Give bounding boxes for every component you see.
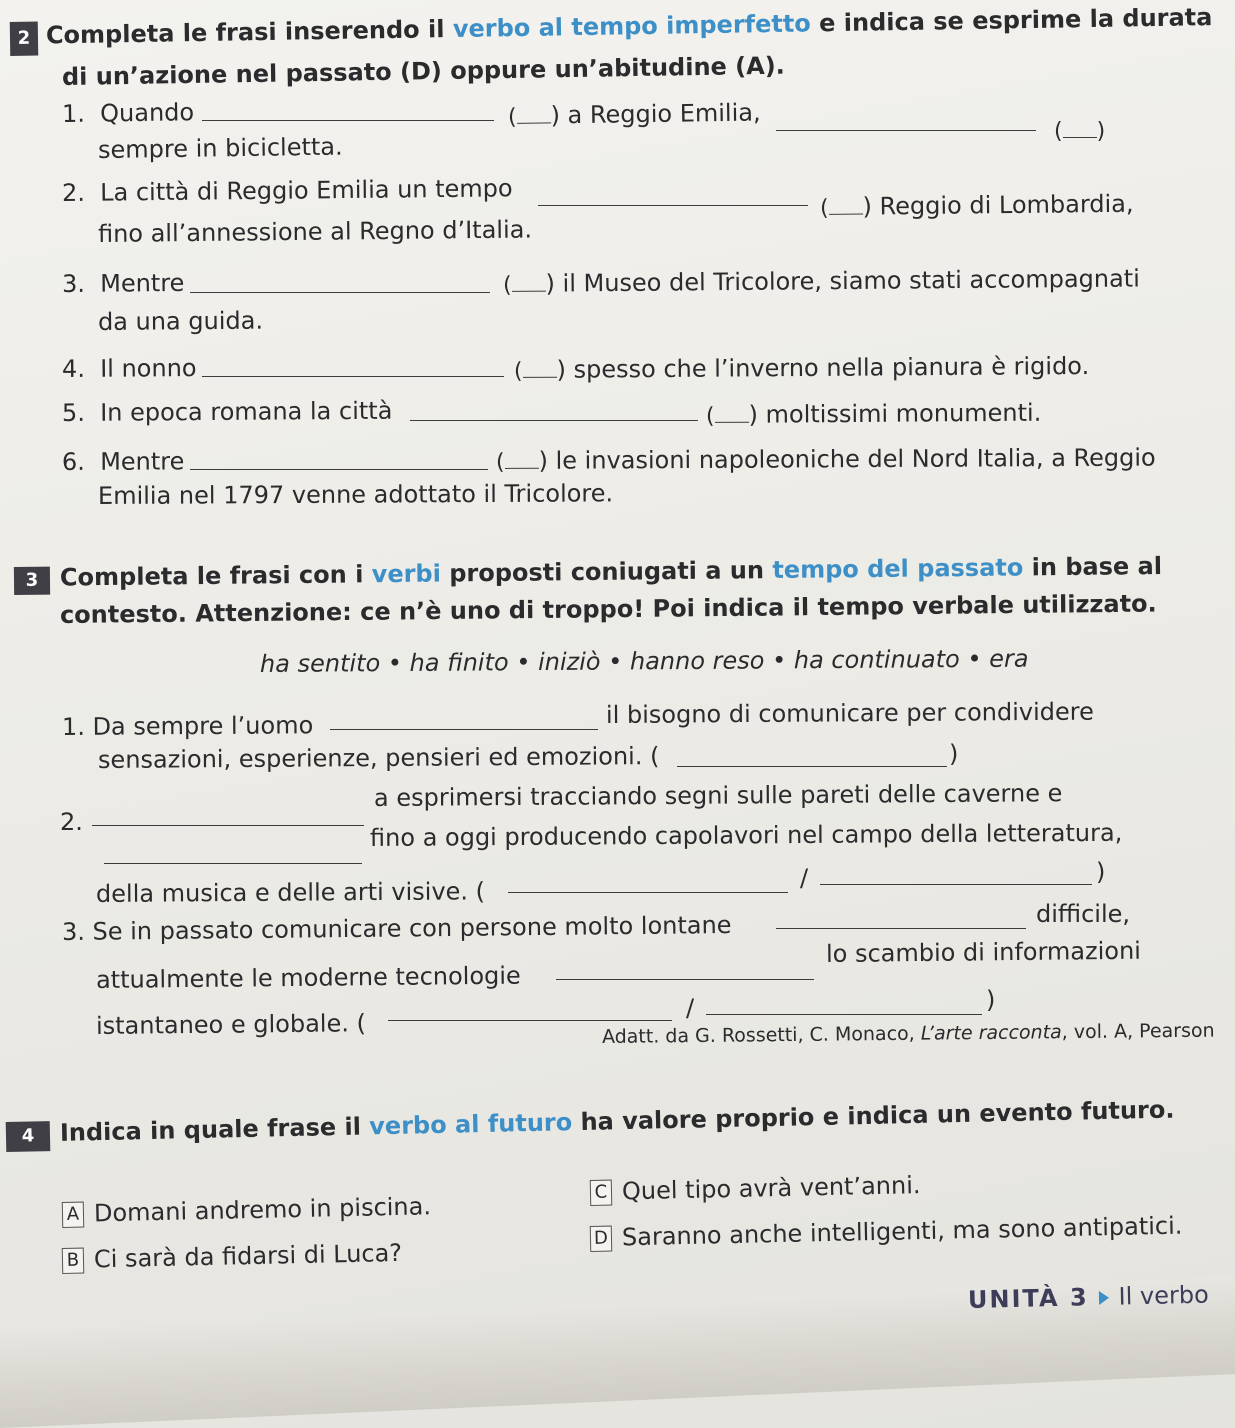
ex3-s2-slash: /: [800, 864, 809, 892]
choice-d-box[interactable]: D: [590, 1226, 613, 1252]
ex4-title: 4 Indica in quale frase il verbo al futuro ha valore proprio e indica un evento futuro.: [6, 1098, 1175, 1152]
ex2-title-line2: di un’azione nel passato (D) oppure un’abitudine (A).: [61, 51, 786, 91]
ex2-item-5-type-blank[interactable]: [715, 408, 749, 423]
ex2-item-1-cont: sempre in bicicletta.: [97, 132, 343, 164]
ex4-choice-c[interactable]: C Quel tipo avrà vent’anni.: [590, 1173, 921, 1206]
ex2-item-2-cont: fino all’annessione al Regno d’Italia.: [97, 215, 533, 248]
ex2-item-6: 6. Mentre: [61, 447, 185, 476]
ex2-item-2: 2. La città di Reggio Emilia un tempo: [61, 174, 513, 207]
ex2-item-6-blank[interactable]: [190, 469, 488, 470]
ex3-s2-number: 2.: [60, 808, 83, 836]
ex3-s3-a: 3. Se in passato comunicare con persone molto lontane: [61, 910, 732, 946]
ex3-source: Adatt. da G. Rossetti, C. Monaco, L’arte racconta, vol. A, Pearson: [601, 1019, 1215, 1048]
ex2-number-badge: 2: [10, 22, 39, 56]
ex3-s2-a: a esprimersi tracciando segni sulle pareti delle caverne e: [373, 779, 1063, 812]
ex3-number-badge: 3: [14, 567, 50, 595]
page-footer: [968, 1281, 1209, 1314]
triangle-icon: [1098, 1291, 1108, 1305]
ex2-item-3-cont: da una guida.: [97, 306, 264, 336]
ex3-s2-tense-blank-1[interactable]: [508, 892, 788, 893]
ex3-s3-slash: /: [686, 994, 695, 1022]
ex3-s3-d: lo scambio di informazioni: [825, 936, 1142, 968]
choice-b-box[interactable]: B: [62, 1248, 85, 1274]
ex3-title-line2: contesto. Attenzione: ce n’è uno di troppo! Poi indica il tempo verbale utilizzato.: [59, 589, 1157, 629]
ex4-choice-b[interactable]: B Ci sarà da fidarsi di Luca?: [62, 1241, 403, 1274]
ex3-s3-tense-blank-1[interactable]: [388, 1020, 672, 1021]
ex2-item-4-type-blank[interactable]: [523, 363, 557, 378]
choice-a-box[interactable]: A: [62, 1202, 85, 1228]
ex2-item-5-mid: ( ) moltissimi monumenti.: [705, 398, 1042, 429]
ex2-item-3: 3. Mentre: [61, 268, 185, 298]
ex2-item-4: 4. Il nonno: [61, 354, 197, 383]
ex4-choice-a[interactable]: A Domani andremo in piscina.: [62, 1194, 431, 1228]
ex3-title: 3 Completa le frasi con i verbi proposti coniugati a un tempo del passato in base al: [14, 554, 1162, 595]
ex3-s3-blank-2[interactable]: [556, 979, 814, 980]
ex2-item-6-cont: Emilia nel 1797 venne adottato il Tricolore.: [97, 479, 614, 510]
ex3-verb-options: ha sentito • ha finito • iniziò • hanno reso • ha continuato • era: [259, 644, 1029, 678]
ex4-choice-d[interactable]: D Saranno anche intelligenti, ma sono antipatici.: [590, 1214, 1183, 1252]
ex3-s3-close: ): [986, 986, 996, 1014]
ex2-item-3-type-blank[interactable]: [512, 277, 546, 292]
ex2-item-1: 1. Quando: [61, 98, 195, 128]
ex2-item-4-mid: ( ) spesso che l’inverno nella pianura è rigido.: [513, 351, 1090, 384]
choice-c-box[interactable]: C: [590, 1180, 613, 1206]
ex2-item-1-mid: ( ) a Reggio Emilia,: [507, 98, 761, 130]
ex2-item-3-blank[interactable]: [190, 292, 490, 293]
ex3-s1-tense-blank[interactable]: [677, 766, 947, 767]
ex2-title: 2 Completa le frasi inserendo il verbo al tempo imperfetto e indica se esprime la durata: [10, 3, 1213, 56]
ex3-s2-b: fino a oggi producendo capolavori nel campo della letteratura,: [369, 818, 1123, 852]
ex3-s3-b: difficile,: [1036, 900, 1131, 928]
ex2-item-1-type-blank[interactable]: [516, 108, 550, 123]
ex3-s2-close: ): [1096, 858, 1106, 886]
ex2-item-1-blank-2[interactable]: [776, 130, 1036, 131]
ex2-item-6-mid: ( ) le invasioni napoleoniche del Nord Italia, a Reggio: [495, 443, 1156, 475]
ex2-item-6-type-blank[interactable]: [505, 454, 539, 469]
ex3-s3-tense-blank-2[interactable]: [706, 1014, 982, 1015]
ex3-s2-c: della musica e delle arti visive. (: [95, 877, 486, 908]
unit-label: UNITÀ 3: [967, 1283, 1089, 1314]
ex3-s3-e: istantaneo e globale. (: [95, 1009, 367, 1040]
ex3-s2-blank-2[interactable]: [104, 863, 362, 864]
ex3-s1-b: il bisogno di comunicare per condividere: [605, 697, 1094, 729]
ex4-number-badge: 4: [6, 1121, 51, 1152]
ex2-item-3-mid: ( ) il Museo del Tricolore, siamo stati accompagnati: [502, 264, 1140, 298]
ex2-item-2-type-blank[interactable]: [829, 200, 863, 215]
ex3-s1-c: sensazioni, esperienze, pensieri ed emozioni. (: [97, 742, 660, 774]
ex3-s1-close: ): [949, 740, 959, 768]
ex3-s1-a: 1. Da sempre l’uomo: [61, 711, 314, 741]
topic-label: Il verbo: [1118, 1280, 1210, 1311]
ex2-item-5-blank[interactable]: [410, 420, 698, 421]
ex3-s2-tense-blank-2[interactable]: [820, 884, 1092, 885]
ex2-item-5: 5. In epoca romana la città: [61, 396, 393, 427]
ex3-s2-blank-1[interactable]: [92, 825, 364, 826]
ex2-item-4-blank[interactable]: [202, 376, 504, 377]
ex3-s3-c: attualmente le moderne tecnologie: [95, 961, 521, 994]
ex2-item-1-type-blank-2[interactable]: ( ): [1054, 119, 1106, 144]
ex2-item-2-blank[interactable]: [538, 205, 808, 206]
ex2-item-2-mid: ( ) Reggio di Lombardia,: [819, 189, 1134, 221]
ex2-item-1-blank[interactable]: [202, 120, 494, 121]
ex3-s3-blank-1[interactable]: [776, 928, 1026, 929]
ex3-s1-blank[interactable]: [330, 729, 598, 730]
